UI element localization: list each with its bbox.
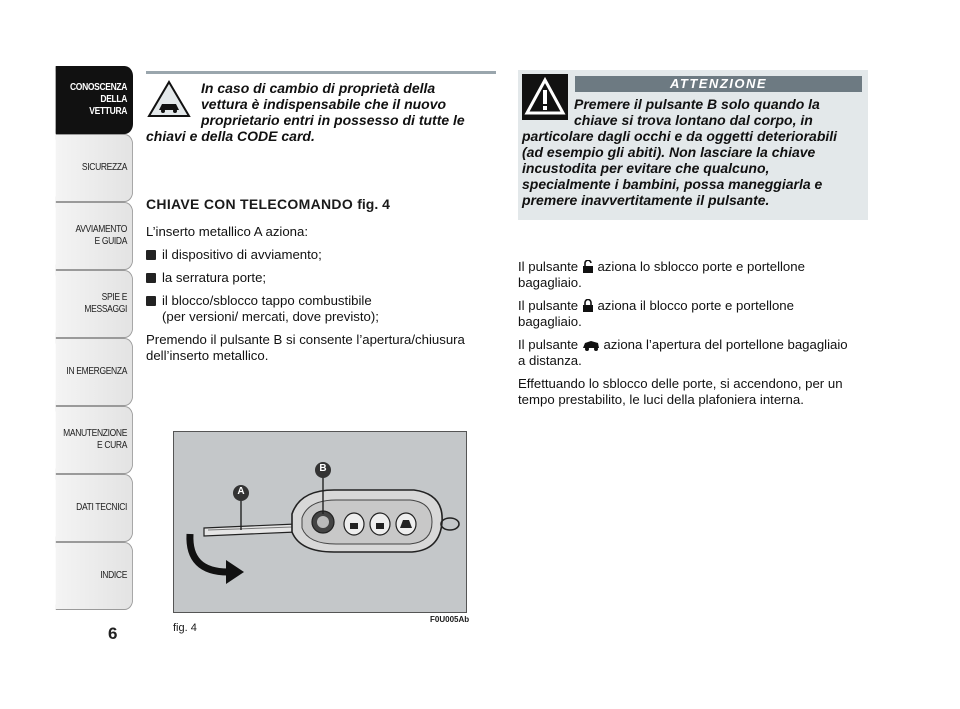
lock-icon xyxy=(582,299,594,312)
tab-sicurezza[interactable]: SICUREZZA xyxy=(56,134,133,202)
tab-dati-tecnici[interactable]: DATI TECNICI xyxy=(56,474,133,542)
list-item: il dispositivo di avviamento; xyxy=(146,247,496,263)
label-b: B xyxy=(319,463,327,474)
tab-avviamento-e-guida[interactable]: AVVIAMENTO E GUIDA xyxy=(56,202,133,270)
warning-text: Premere il pulsante B solo quando la chiave si trova lontano dal corpo, in particolare dagli occhi e da oggetti deteriorabili (ad esempio gli abiti). Non lasciare la chiave incustodita per evitare che qualcuno, specialmente i bambini, possa maneggiarla e premere inavvertitamente il pulsante. xyxy=(522,96,838,208)
paragraph-tailgate: Il pulsante aziona l’apertura del portellone bagagliaio a distanza. xyxy=(518,337,848,368)
list-item: il blocco/sblocco tappo combustibile xyxy=(146,293,496,309)
list-item-continuation: (per versioni/ mercati, dove previsto); xyxy=(162,309,379,324)
tab-spie-e-messaggi[interactable]: SPIE E MESSAGGI xyxy=(56,270,133,338)
figure-code: F0U005Ab xyxy=(430,615,470,624)
tab-indice[interactable]: INDICE xyxy=(56,542,133,610)
figure-key-remote xyxy=(173,431,467,613)
list-item: la serratura porte; xyxy=(146,270,496,286)
section-body xyxy=(146,224,496,364)
note-separator xyxy=(146,71,496,74)
intro-text: L’inserto metallico A aziona: xyxy=(146,224,309,239)
figure-caption: fig. 4 xyxy=(173,622,197,634)
warning-title: ATTENZIONE xyxy=(575,76,862,92)
unlock-icon xyxy=(582,260,594,273)
paragraph: Premendo il pulsante B si consente l’apertura/chiusura dell’inserto metallico. xyxy=(146,332,465,363)
bullet-square-icon xyxy=(146,250,156,260)
right-column xyxy=(518,259,870,415)
ownership-note: In caso di cambio di proprietà della vettura è indispensabile che il nuovo proprietario entri in possesso di tutte le chiavi e della CODE card. xyxy=(146,80,465,144)
paragraph-courtesy-light: Effettuando lo sblocco delle porte, si accendono, per un tempo prestabilito, le luci della plafoniera interna. xyxy=(518,376,843,407)
bullet-square-icon xyxy=(146,273,156,283)
paragraph-lock: Il pulsante aziona il blocco porte e portellone bagagliaio. xyxy=(518,298,794,329)
tab-manutenzione-e-cura[interactable]: MANUTENZIONE E CURA xyxy=(56,406,133,474)
tailgate-icon xyxy=(582,338,600,351)
chapter-sidebar xyxy=(42,66,133,610)
bullet-square-icon xyxy=(146,296,156,306)
key-illustration xyxy=(174,432,466,612)
label-a: A xyxy=(237,486,245,497)
section-heading: CHIAVE CON TELECOMANDO fig. 4 xyxy=(146,196,390,212)
figure-reference: fig. 4 xyxy=(357,196,390,212)
tab-conoscenza-della-vettura[interactable]: CONOSCENZA DELLA VETTURA xyxy=(56,66,133,134)
tab-in-emergenza[interactable]: IN EMERGENZA xyxy=(56,338,133,406)
page-number: 6 xyxy=(108,624,118,643)
paragraph-unlock: Il pulsante aziona lo sblocco porte e portellone bagagliaio. xyxy=(518,259,805,290)
